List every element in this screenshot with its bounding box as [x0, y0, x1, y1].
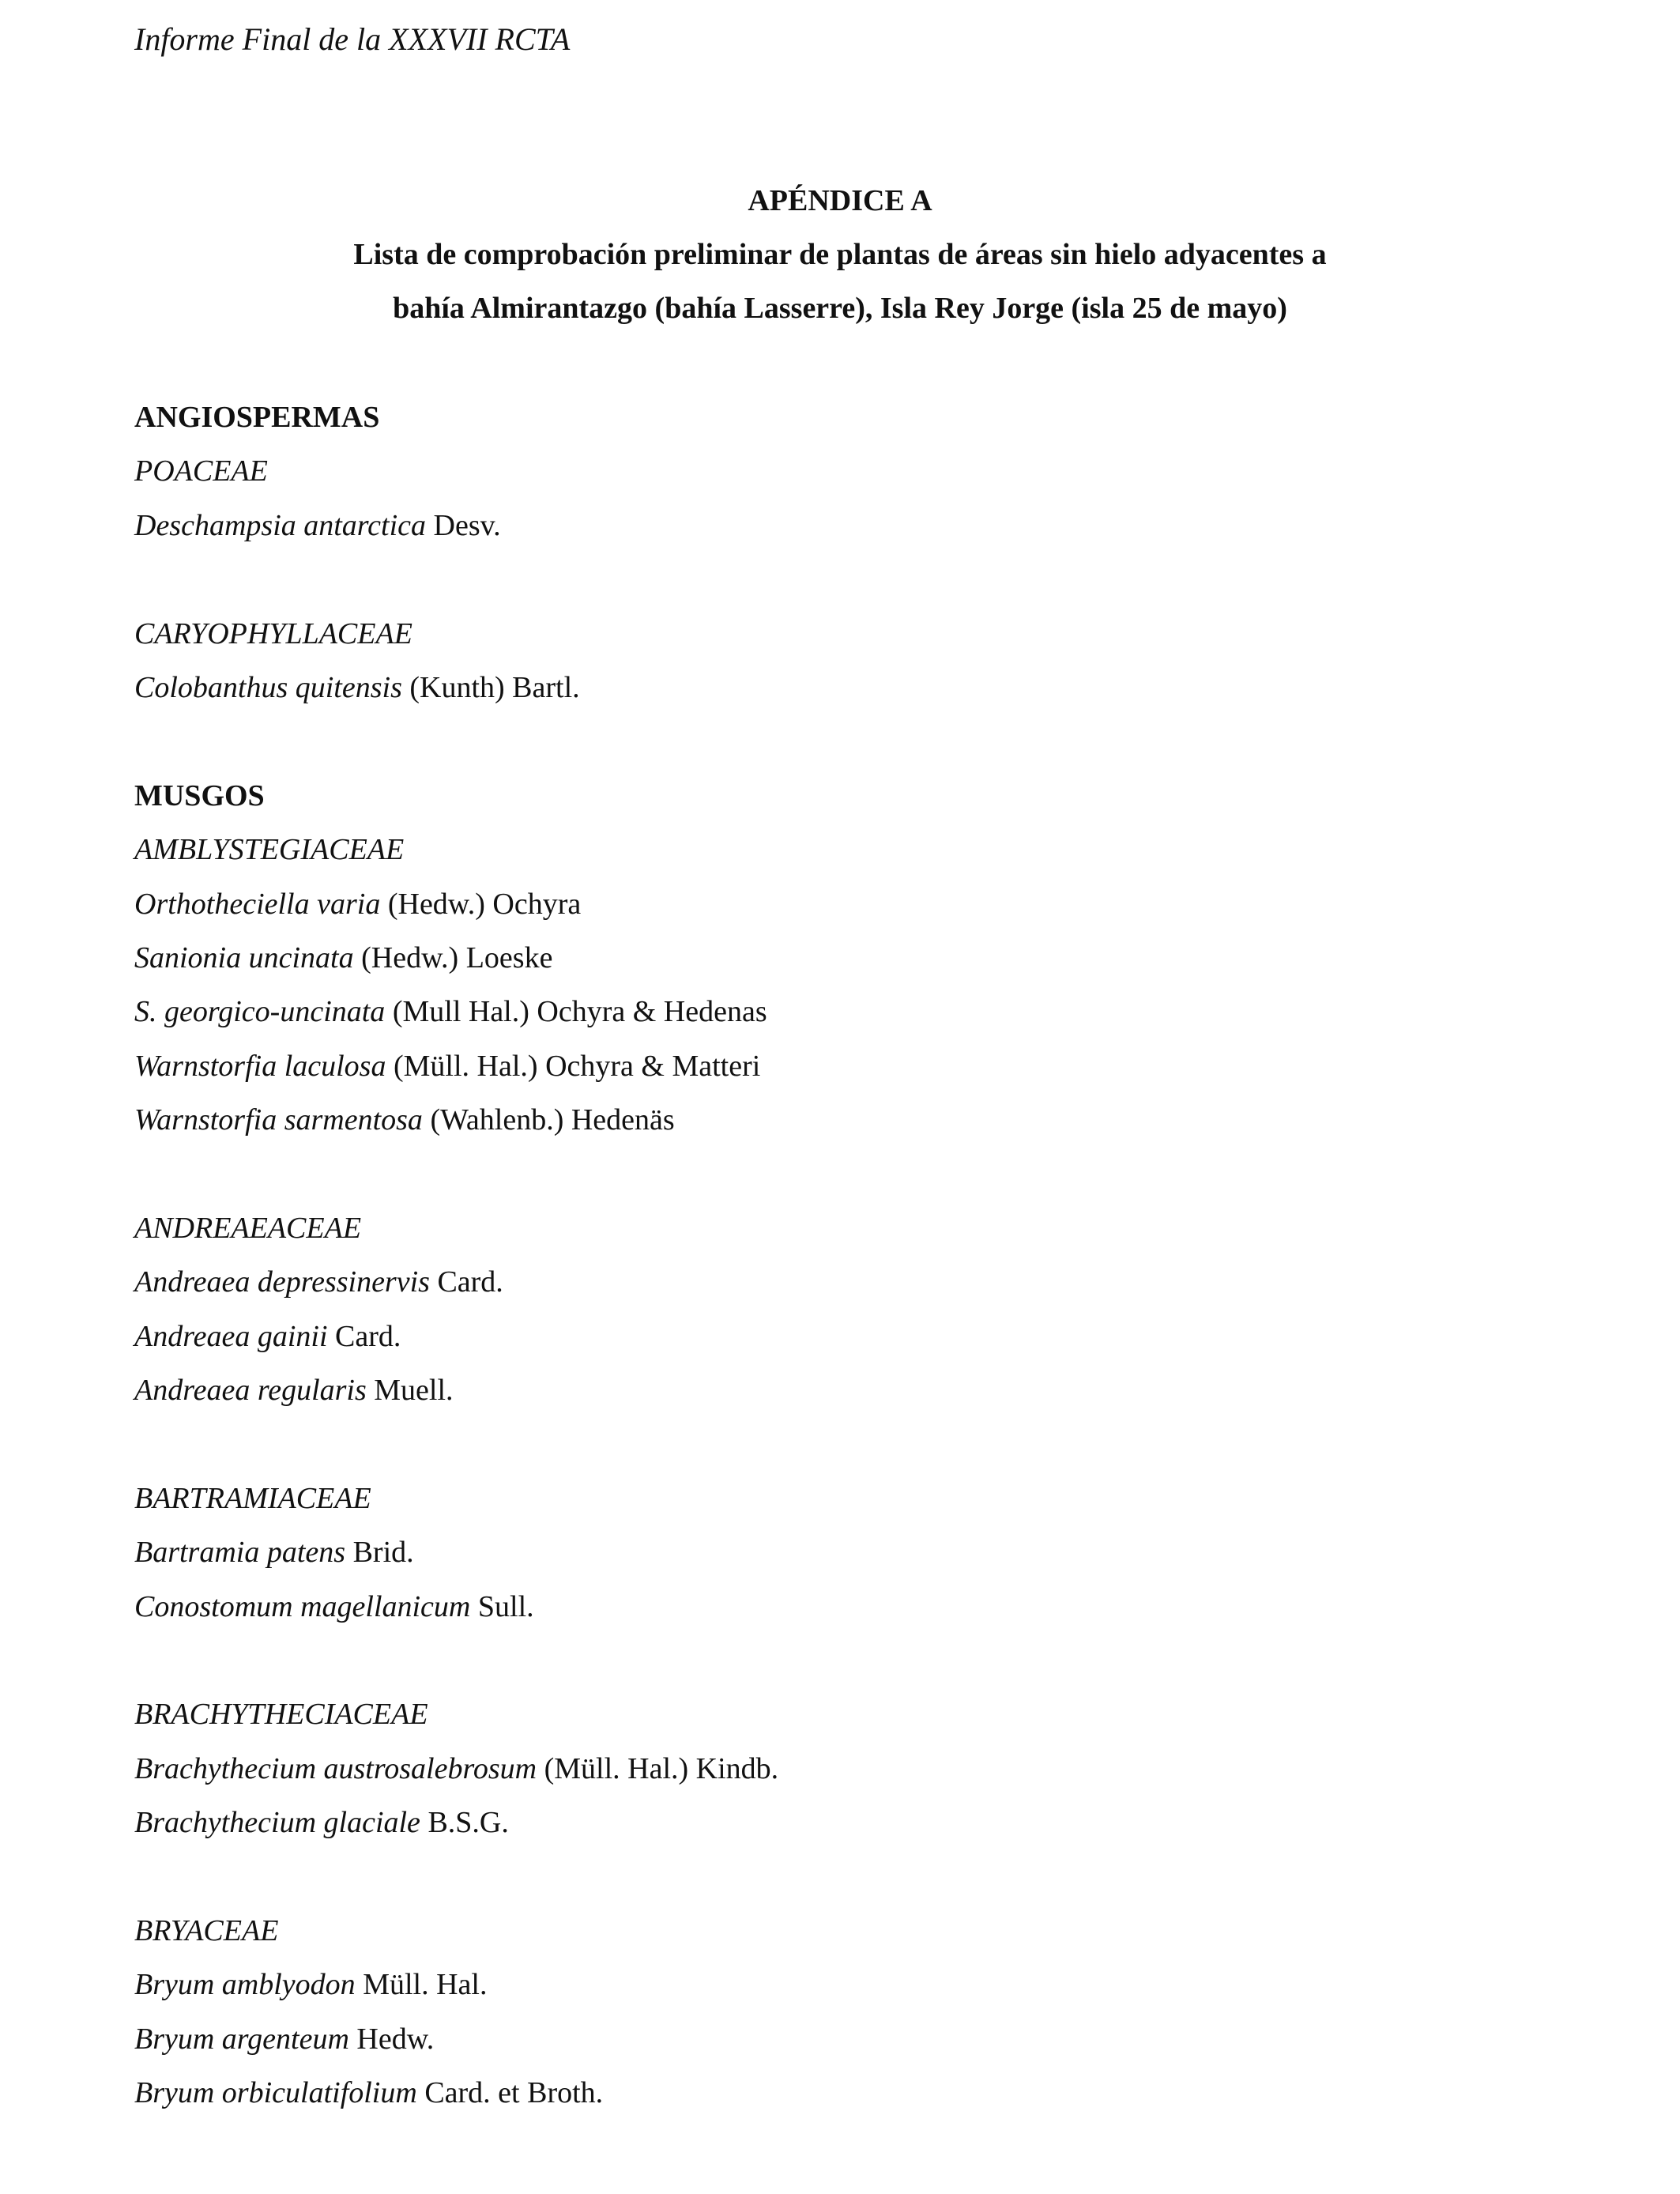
species-author: B.S.G. — [420, 1806, 509, 1840]
species-entry — [134, 990, 1596, 1043]
spacer — [134, 719, 1596, 773]
family-name: ANDREAEACEAE — [134, 1211, 362, 1245]
section-heading-musgos: MUSGOS — [134, 778, 265, 812]
appendix-label: APÉNDICE A — [748, 184, 932, 217]
running-header: Informe Final de la XXXVII RCTA — [134, 21, 571, 57]
appendix-title-line-2: bahía Almirantazgo (bahía Lasserre), Isla Rey Jorge (isla 25 de mayo) — [393, 292, 1287, 325]
species-author: Hedw. — [348, 2022, 435, 2056]
spacer — [134, 557, 1596, 611]
species-entry — [134, 1747, 1596, 1800]
species-binomial: Warnstorfia laculosa — [134, 1049, 386, 1083]
species-binomial: Sanionia uncinata — [134, 941, 354, 974]
spacer — [134, 1855, 1596, 1909]
family-name: AMBLYSTEGIACEAE — [134, 833, 405, 867]
species-entry — [134, 1098, 1596, 1152]
species-author: Card. et Broth. — [416, 2076, 604, 2110]
species-entry — [134, 503, 1596, 557]
species-author: Müll. Hal. — [355, 1968, 488, 2002]
species-author: (Kunth) Bartl. — [401, 670, 580, 704]
species-binomial: Bartramia patens — [134, 1536, 346, 1570]
species-binomial: Warnstorfia sarmentosa — [134, 1103, 423, 1137]
species-entry — [134, 1530, 1596, 1584]
family-name: CARYOPHYLLACEAE — [134, 616, 412, 650]
species-binomial: Colobanthus quitensis — [134, 670, 402, 704]
species-author: (Hedw.) Loeske — [353, 941, 553, 974]
species-checklist — [134, 395, 1596, 2125]
spacer — [134, 1152, 1596, 1205]
species-entry — [134, 1044, 1596, 1098]
species-author: (Müll. Hal.) Ochyra & Matteri — [386, 1049, 761, 1083]
species-author: Brid. — [345, 1536, 414, 1570]
species-entry — [134, 665, 1596, 719]
spacer — [134, 1638, 1596, 1692]
species-author: (Müll. Hal.) Kindb. — [537, 1751, 779, 1785]
species-entry — [134, 2017, 1596, 2071]
species-entry — [134, 1314, 1596, 1368]
family-name: POACEAE — [134, 454, 268, 488]
species-binomial: Bryum argenteum — [134, 2022, 349, 2056]
species-binomial: Bryum amblyodon — [134, 1968, 356, 2002]
species-entry — [134, 1260, 1596, 1314]
species-author: Card. — [327, 1319, 401, 1353]
species-binomial: Bryum orbiculatifolium — [134, 2076, 417, 2110]
species-binomial: S. georgico-uncinata — [134, 995, 386, 1029]
family-name: BARTRAMIACEAE — [134, 1481, 371, 1515]
appendix-title-block — [0, 179, 1680, 340]
species-binomial: Orthotheciella varia — [134, 887, 381, 921]
species-author: (Hedw.) Ochyra — [380, 887, 582, 921]
species-binomial: Andreaea gainii — [134, 1319, 328, 1353]
species-entry — [134, 1585, 1596, 1638]
species-author: Muell. — [366, 1374, 454, 1408]
species-entry — [134, 1800, 1596, 1854]
family-name: BRYACEAE — [134, 1913, 279, 1947]
spacer — [134, 1422, 1596, 1476]
species-author: (Wahlenb.) Hedenäs — [422, 1103, 675, 1137]
species-binomial: Conostomum magellanicum — [134, 1589, 471, 1623]
species-author: (Mull Hal.) Ochyra & Hedenas — [385, 995, 767, 1029]
species-entry — [134, 882, 1596, 936]
species-binomial: Andreaea depressinervis — [134, 1265, 430, 1299]
species-entry — [134, 1368, 1596, 1422]
species-binomial: Andreaea regularis — [134, 1374, 367, 1408]
family-name: BRACHYTHECIACEAE — [134, 1698, 428, 1732]
species-entry — [134, 2071, 1596, 2124]
species-author: Card. — [429, 1265, 503, 1299]
species-entry — [134, 1962, 1596, 2016]
species-author: Desv. — [426, 508, 501, 542]
species-binomial: Brachythecium glaciale — [134, 1806, 420, 1840]
species-entry — [134, 936, 1596, 990]
appendix-title-line-1: Lista de comprobación preliminar de plantas de áreas sin hielo adyacentes a — [353, 238, 1327, 271]
species-binomial: Brachythecium austrosalebrosum — [134, 1751, 537, 1785]
section-heading-angiospermas: ANGIOSPERMAS — [134, 401, 380, 434]
species-author: Sull. — [470, 1589, 534, 1623]
species-binomial: Deschampsia antarctica — [134, 508, 427, 542]
